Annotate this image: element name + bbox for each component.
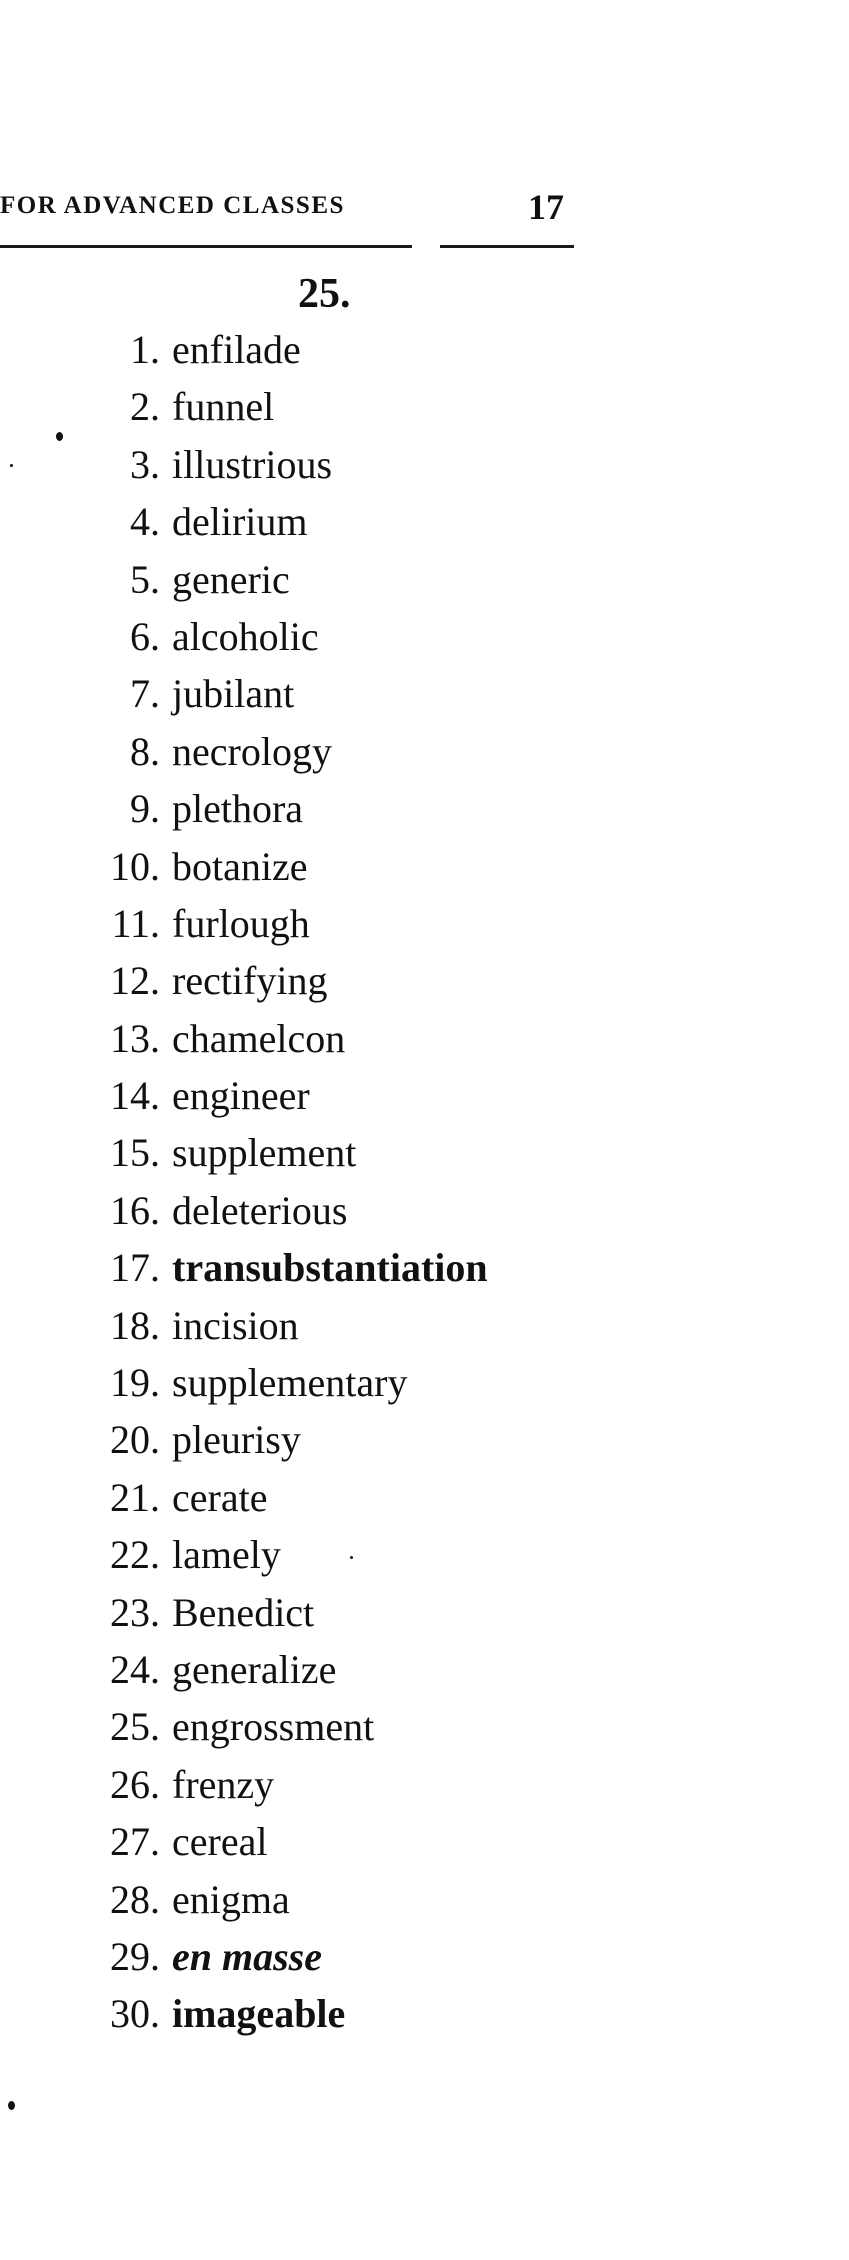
item-number: 16.: [110, 1187, 160, 1233]
list-item: [0, 1072, 560, 1129]
list-item: [0, 1761, 560, 1818]
item-number: 19.: [110, 1360, 160, 1406]
spelling-word-list: [0, 326, 560, 2048]
item-number: 18.: [110, 1302, 160, 1348]
item-number: 17.: [110, 1245, 160, 1291]
item-number: 25.: [110, 1704, 160, 1750]
item-word: deleterious: [172, 1187, 348, 1233]
item-word: delirium: [172, 499, 308, 545]
item-word: lamely: [172, 1532, 281, 1578]
item-word: supplementary: [172, 1360, 408, 1406]
list-item: [0, 957, 560, 1014]
item-number: 23.: [110, 1589, 160, 1635]
item-number: 11.: [111, 900, 160, 946]
item-number: 30.: [110, 1991, 160, 2037]
list-item: [0, 1990, 560, 2047]
item-number: 24.: [110, 1646, 160, 1692]
list-item: [0, 670, 560, 727]
list-item: [0, 1818, 560, 1875]
list-item: [0, 900, 560, 957]
ink-speck: [350, 1556, 353, 1559]
item-word: engineer: [172, 1073, 310, 1119]
item-number: 28.: [110, 1876, 160, 1922]
item-number: 29.: [110, 1933, 160, 1979]
list-item: [0, 728, 560, 785]
item-word: engrossment: [172, 1704, 375, 1750]
list-item: [0, 843, 560, 900]
running-head: [0, 186, 580, 230]
item-number: 14.: [110, 1073, 160, 1119]
item-number: 27.: [110, 1819, 160, 1865]
item-word: generic: [172, 556, 290, 602]
item-number: 5.: [130, 556, 160, 602]
item-number: 7.: [130, 671, 160, 717]
list-item: [0, 1646, 560, 1703]
item-word: enfilade: [172, 327, 301, 372]
list-item: [0, 1474, 560, 1531]
list-item: [0, 1876, 560, 1933]
list-item: [0, 1244, 560, 1301]
item-word: enigma: [172, 1876, 290, 1922]
ink-speck: [10, 464, 13, 467]
item-number: 2.: [130, 384, 160, 430]
item-number: 26.: [110, 1761, 160, 1807]
item-number: 9.: [130, 786, 160, 832]
list-item: [0, 1416, 560, 1473]
list-item: [0, 613, 560, 670]
list-item: [0, 1187, 560, 1244]
item-number: 15.: [110, 1130, 160, 1176]
item-number: 3.: [130, 441, 160, 487]
item-word: transubstantiation: [172, 1245, 488, 1291]
item-word: supplement: [172, 1130, 357, 1176]
item-word: cerate: [172, 1474, 268, 1520]
item-word: incision: [172, 1302, 299, 1348]
item-word: pleurisy: [172, 1417, 301, 1463]
item-word: frenzy: [172, 1761, 275, 1807]
item-word: jubilant: [172, 671, 295, 717]
list-item: [0, 1531, 560, 1588]
list-item: [0, 1129, 560, 1186]
list-item: [0, 1302, 560, 1359]
item-word: botanize: [172, 843, 308, 889]
section-number: 25.: [298, 271, 351, 317]
item-number: 20.: [110, 1417, 160, 1463]
list-item: [0, 326, 560, 383]
list-item: [0, 383, 560, 440]
ink-speck: [56, 432, 63, 441]
list-item: [0, 1933, 560, 1990]
item-word: Benedict: [172, 1589, 315, 1635]
list-item: [0, 1359, 560, 1416]
item-number: 4.: [130, 499, 160, 545]
header-rule-right: [440, 245, 574, 248]
item-word: imageable: [172, 1991, 346, 2037]
item-word: necrology: [172, 728, 332, 774]
list-item: [0, 441, 560, 498]
ink-speck: [8, 2101, 15, 2110]
item-number: 12.: [110, 958, 160, 1004]
running-title: FOR ADVANCED CLASSES: [0, 192, 345, 219]
list-item: [0, 498, 560, 555]
item-number: 21.: [110, 1474, 160, 1520]
item-word: generalize: [172, 1646, 337, 1692]
item-number: 6.: [130, 613, 160, 659]
list-item: [0, 556, 560, 613]
item-word: chamelcon: [172, 1015, 346, 1061]
item-number: 13.: [110, 1015, 160, 1061]
item-word: illustrious: [172, 441, 333, 487]
list-item: [0, 1015, 560, 1072]
item-number: 22.: [110, 1532, 160, 1578]
item-word: en masse: [172, 1933, 322, 1979]
item-word: cereal: [172, 1819, 268, 1865]
item-number: 10.: [110, 843, 160, 889]
item-word: funnel: [172, 384, 275, 430]
item-number: 8.: [130, 728, 160, 774]
list-item: [0, 785, 560, 842]
list-item: [0, 1589, 560, 1646]
item-number: 1.: [130, 327, 160, 372]
item-word: plethora: [172, 786, 304, 832]
item-word: alcoholic: [172, 613, 319, 659]
header-rule-left: [0, 245, 412, 248]
list-item: [0, 1703, 560, 1760]
item-word: rectifying: [172, 958, 328, 1004]
item-word: furlough: [172, 900, 310, 946]
page-number: 17: [528, 187, 564, 227]
